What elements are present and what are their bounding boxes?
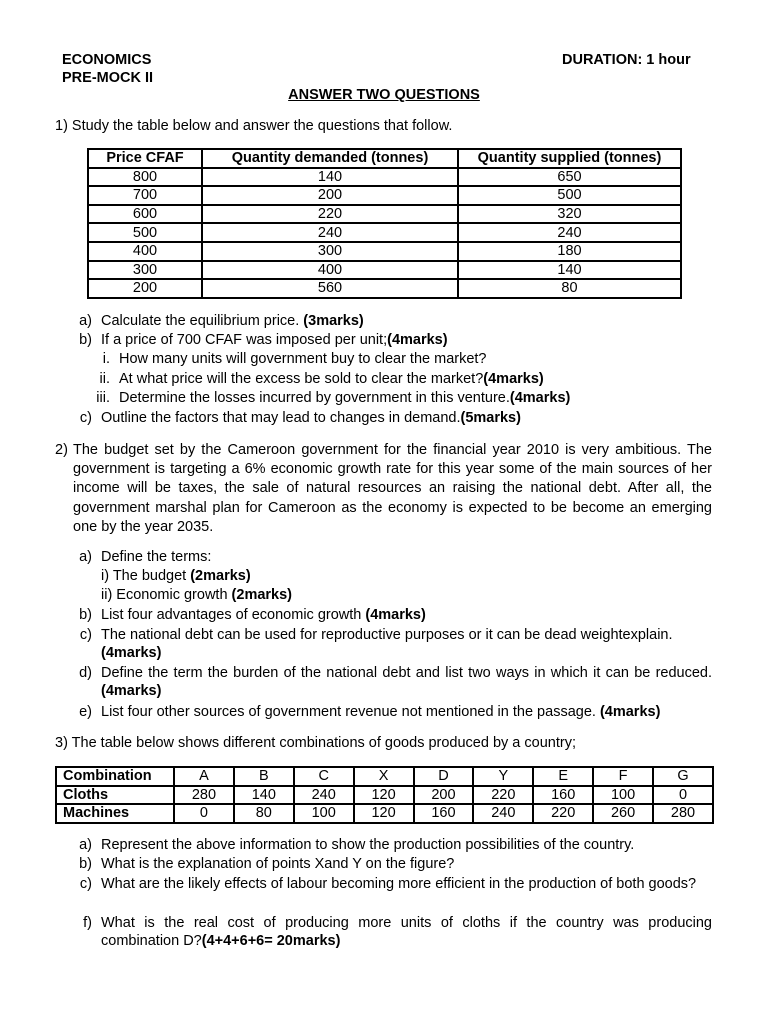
- item-label: c): [79, 410, 92, 426]
- table-cell: 0: [174, 804, 234, 823]
- item-text: At what price will the excess be sold to clear the market?: [119, 371, 484, 387]
- marks: (4marks): [509, 390, 571, 406]
- item-text: What is the real cost of producing more units of cloths if the country was producing combination D?: [101, 915, 712, 949]
- q3-intro: 3) The table below shows different combinations of goods produced by a country;: [55, 735, 576, 751]
- table-cell: 120: [354, 786, 414, 805]
- table-cell: 700: [88, 186, 202, 205]
- marks: (2marks): [190, 568, 251, 584]
- column-header-cell: F: [593, 767, 653, 786]
- table-cell: 220: [533, 804, 593, 823]
- table-cell: 240: [294, 786, 354, 805]
- table-row: [56, 786, 713, 805]
- item-label: c): [79, 627, 92, 643]
- marks: (3marks): [303, 313, 364, 329]
- marks: (2marks): [231, 587, 292, 603]
- table-cell: 100: [593, 786, 653, 805]
- column-header-cell: E: [533, 767, 593, 786]
- table-cell: 200: [88, 279, 202, 298]
- table-cell: 260: [593, 804, 653, 823]
- table-cell: 160: [533, 786, 593, 805]
- table-cell: 300: [88, 261, 202, 280]
- column-header-cell: B: [234, 767, 294, 786]
- table-header-row: [88, 149, 681, 168]
- table-row: [88, 261, 681, 280]
- item-label: f): [83, 915, 92, 931]
- table-row: [88, 242, 681, 261]
- item-text: Calculate the equilibrium price.: [101, 313, 304, 329]
- table-cell: 160: [414, 804, 474, 823]
- table-cell: 400: [88, 242, 202, 261]
- item-text: What are the likely effects of labour becoming more efficient in the production of both goods?: [101, 876, 697, 892]
- item-label: ii.: [99, 371, 110, 387]
- table-cell: 80: [234, 804, 294, 823]
- table-cell: 650: [458, 168, 681, 187]
- marks: (4marks): [483, 371, 544, 387]
- q1-demand-supply-table: [87, 148, 682, 299]
- item-text: Define the term the burden of the national debt and list two ways in which it can be reduced.: [101, 665, 712, 681]
- item-text: ii) Economic growth: [101, 587, 232, 603]
- table-cell: 500: [458, 186, 681, 205]
- subject-title: ECONOMICS: [62, 52, 152, 68]
- table-cell: 560: [202, 279, 458, 298]
- marks: (4+4+6+6= 20marks): [201, 933, 341, 949]
- item-text: What is the explanation of points Xand Y on the figure?: [101, 856, 455, 872]
- column-header-cell: X: [354, 767, 414, 786]
- item-text: If a price of 700 CFAF was imposed per unit;: [101, 332, 388, 348]
- column-header-cell: A: [174, 767, 234, 786]
- table-cell: 300: [202, 242, 458, 261]
- table-cell: 200: [202, 186, 458, 205]
- row-header-cell: Combination: [56, 767, 174, 786]
- item-label: a): [79, 837, 92, 853]
- table-cell: 140: [202, 168, 458, 187]
- item-text: i) The budget: [101, 568, 191, 584]
- item-label: iii.: [96, 390, 110, 406]
- table-cell: 600: [88, 205, 202, 224]
- q1-intro: 1) Study the table below and answer the questions that follow.: [55, 118, 453, 134]
- table-row: [88, 223, 681, 242]
- table-row: [88, 205, 681, 224]
- item-text: Outline the factors that may lead to changes in demand.: [101, 410, 461, 426]
- item-label: d): [79, 665, 92, 681]
- col-header-supplied: Quantity supplied (tonnes): [458, 149, 681, 168]
- table-cell: 240: [458, 223, 681, 242]
- table-cell: 320: [458, 205, 681, 224]
- item-label: a): [79, 313, 92, 329]
- marks: (4marks): [101, 683, 162, 699]
- item-label: b): [79, 856, 92, 872]
- item-text: How many units will government buy to clear the market?: [119, 351, 487, 367]
- column-header-cell: D: [414, 767, 474, 786]
- table-row: [56, 804, 713, 823]
- marks: (4marks): [599, 704, 661, 720]
- table-cell: 140: [234, 786, 294, 805]
- table-cell: 280: [174, 786, 234, 805]
- col-header-price: Price CFAF: [88, 149, 202, 168]
- item-label: b): [79, 332, 92, 348]
- table-cell: 80: [458, 279, 681, 298]
- table-cell: 800: [88, 168, 202, 187]
- item-text: The national debt can be used for reproductive purposes or it can be dead weightexplain.: [101, 627, 673, 643]
- table-cell: 140: [458, 261, 681, 280]
- item-text: List four other sources of government revenue not mentioned in the passage.: [101, 704, 600, 720]
- item-label: i.: [102, 351, 110, 367]
- row-header-cell: Cloths: [56, 786, 174, 805]
- table-cell: 280: [653, 804, 713, 823]
- col-header-demanded: Quantity demanded (tonnes): [202, 149, 458, 168]
- item-label: e): [79, 704, 92, 720]
- table-cell: 0: [653, 786, 713, 805]
- instruction-heading: ANSWER TWO QUESTIONS: [288, 87, 480, 103]
- q3-production-table: [55, 766, 714, 824]
- table-cell: 220: [202, 205, 458, 224]
- table-cell: 220: [473, 786, 533, 805]
- table-cell: 240: [202, 223, 458, 242]
- item-label: c): [79, 876, 92, 892]
- header-left: [62, 51, 153, 87]
- item-label: a): [79, 549, 92, 565]
- column-header-cell: G: [653, 767, 713, 786]
- table-cell: 180: [458, 242, 681, 261]
- table-cell: 100: [294, 804, 354, 823]
- marks: (4marks): [365, 607, 426, 623]
- table-row: [88, 279, 681, 298]
- item-label: b): [79, 607, 92, 623]
- row-header-cell: Machines: [56, 804, 174, 823]
- table-cell: 500: [88, 223, 202, 242]
- q2-passage: The budget set by the Cameroon government for the financial year 2010 is very ambitious. The government is targeting a 6% economic growth rate for this year some of the main sources of her income will be taxes, the sale of natural resources an raising the national debt. After all, the government marshal plan for Cameroon as the economy is expected to be become an emerging one by the year 2035.: [73, 442, 712, 535]
- table-row: [88, 186, 681, 205]
- table-cell: 240: [473, 804, 533, 823]
- q2-number: 2): [55, 442, 68, 458]
- item-text: Represent the above information to show the production possibilities of the country.: [101, 837, 635, 853]
- table-row: [88, 168, 681, 187]
- exam-title: PRE-MOCK II: [62, 70, 154, 86]
- table-cell: 200: [414, 786, 474, 805]
- table-cell: 400: [202, 261, 458, 280]
- marks: (4marks): [387, 332, 448, 348]
- column-header-cell: Y: [473, 767, 533, 786]
- duration-text: DURATION: 1 hour: [562, 52, 691, 68]
- item-text: List four advantages of economic growth: [101, 607, 366, 623]
- item-text: Define the terms:: [101, 549, 212, 565]
- marks: (5marks): [460, 410, 521, 426]
- marks: (4marks): [101, 645, 162, 661]
- column-header-cell: C: [294, 767, 354, 786]
- table-header-row: [56, 767, 713, 786]
- item-text: Determine the losses incurred by government in this venture.: [119, 390, 510, 406]
- table-cell: 120: [354, 804, 414, 823]
